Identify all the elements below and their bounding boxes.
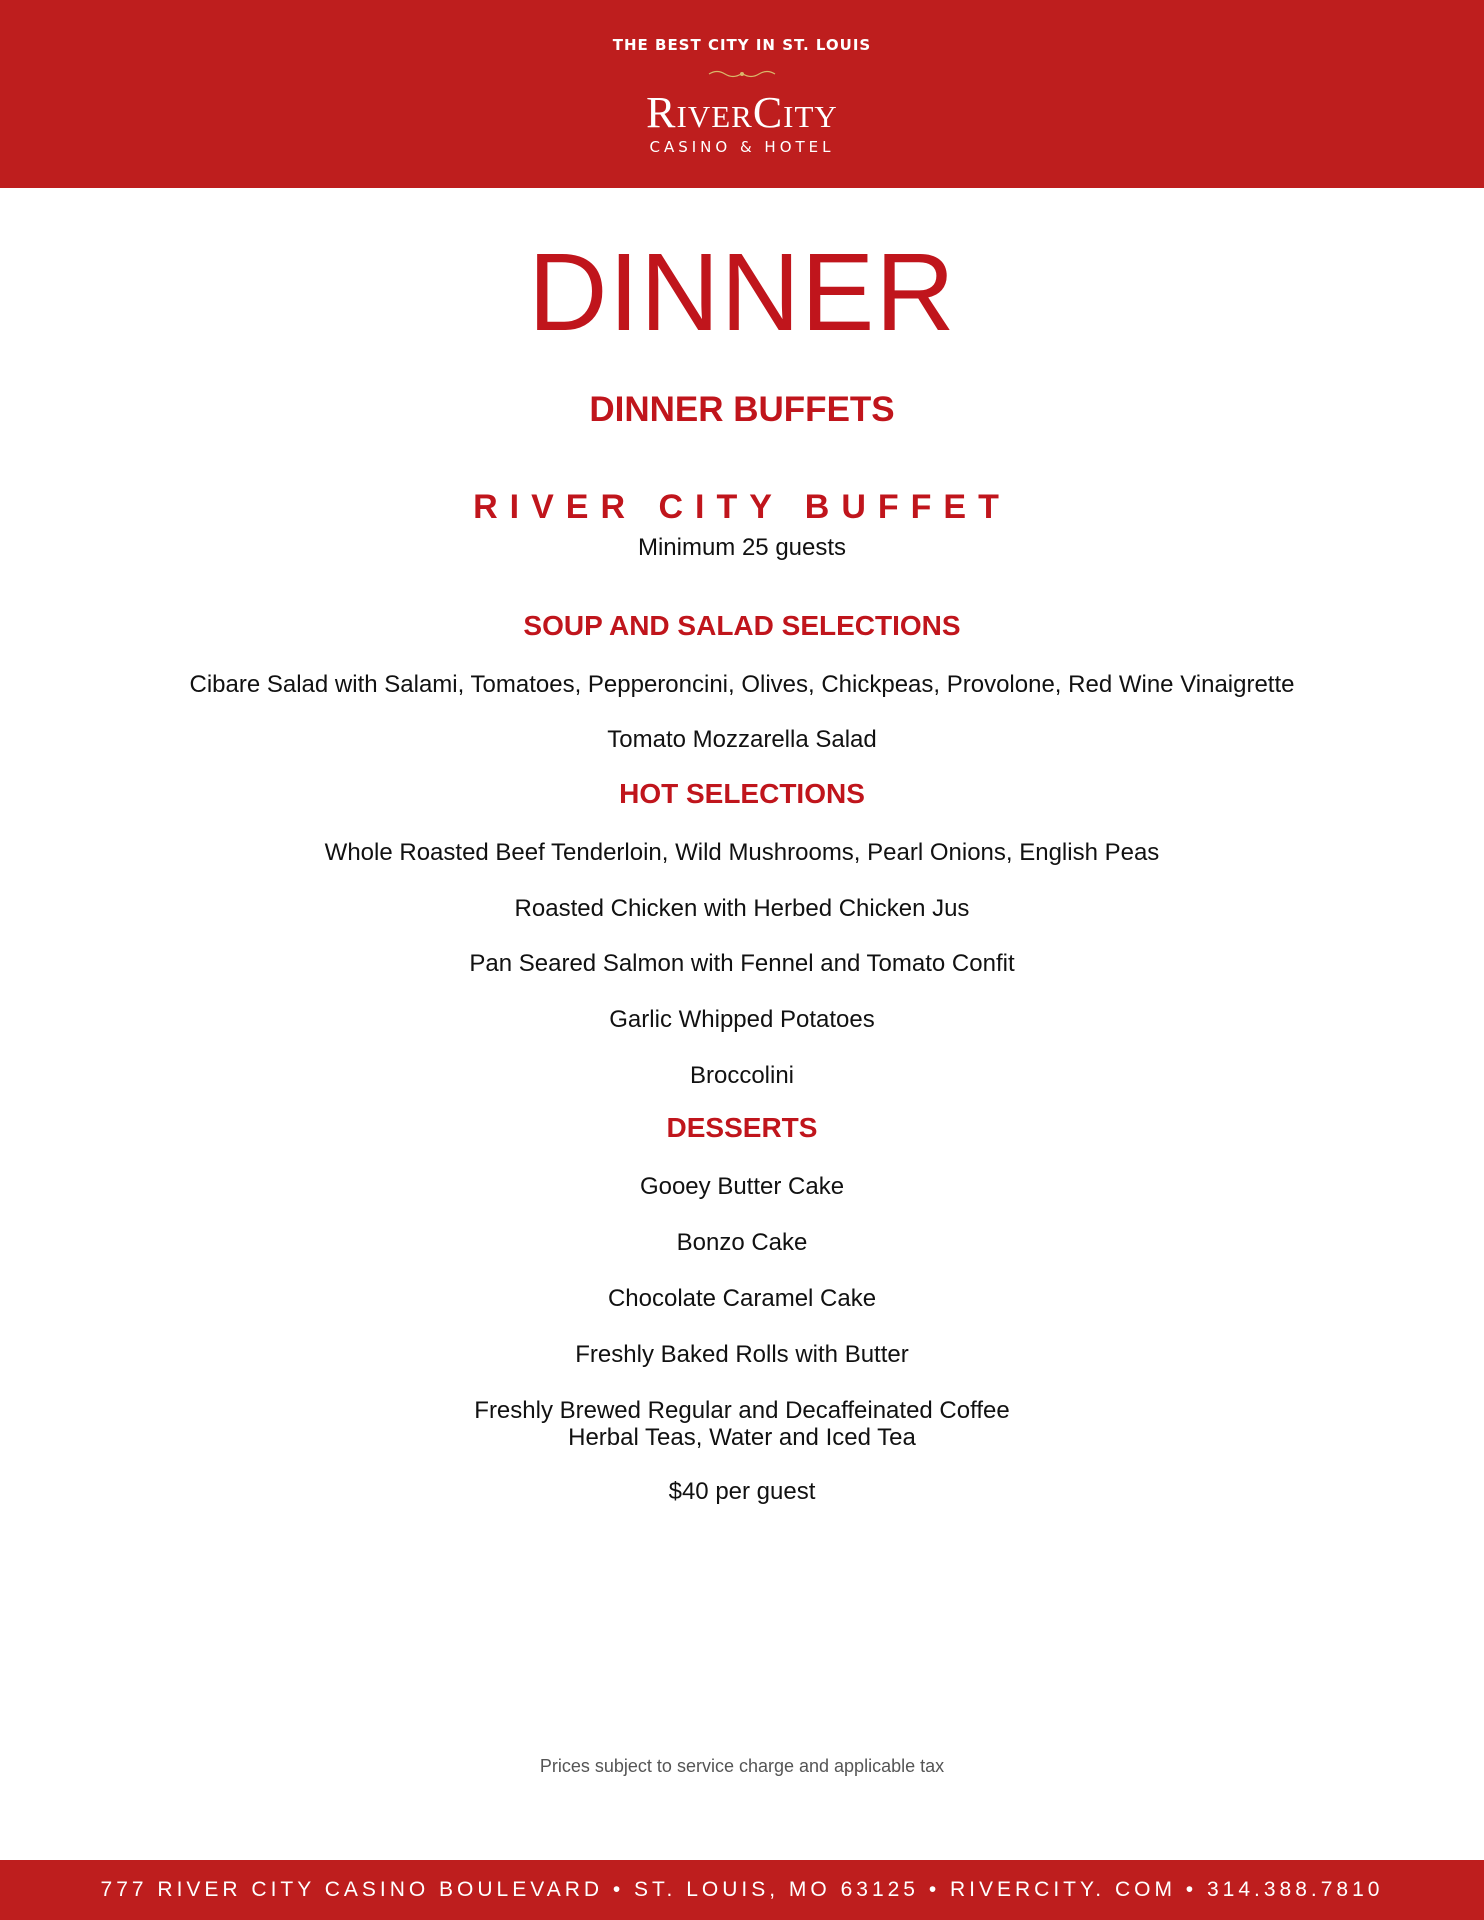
menu-subtitle: DINNER BUFFETS <box>589 390 895 429</box>
logo-wordmark: RiverCity <box>646 88 838 137</box>
beverage-line-1: Freshly Brewed Regular and Decaffeinated Coffee <box>474 1397 1010 1424</box>
rolls-item: Freshly Baked Rolls with Butter <box>575 1341 909 1368</box>
menu-item: Broccolini <box>689 1062 795 1089</box>
page-title: DINNER <box>528 231 956 354</box>
buffet-name: RIVER CITY BUFFET <box>473 488 1011 526</box>
menu-item: Roasted Chicken with Herbed Chicken Jus <box>514 895 970 922</box>
menu-item: Gooey Butter Cake <box>639 1173 845 1200</box>
logo-subtitle: CASINO & HOTEL <box>649 138 835 156</box>
menu-item: Whole Roasted Beef Tenderloin, Wild Mushrooms, Pearl Onions, English Peas <box>324 839 1160 866</box>
menu-item: Cibare Salad with Salami, Tomatoes, Pepperoncini, Olives, Chickpeas, Provolone, Red Wine Vinaigrette <box>189 671 1295 698</box>
tagline: THE BEST CITY IN ST. LOUIS <box>612 36 872 54</box>
section-heading-hot: HOT SELECTIONS <box>619 778 865 809</box>
footer-address: 777 RIVER CITY CASINO BOULEVARD • ST. LOUIS, MO 63125 • RIVERCITY. COM • 314.388.7810 <box>0 1860 1484 1920</box>
buffet-minimum: Minimum 25 guests <box>637 534 847 561</box>
beverage-line-2: Herbal Teas, Water and Iced Tea <box>568 1424 916 1451</box>
menu-item: Garlic Whipped Potatoes <box>609 1006 875 1033</box>
ornament-icon <box>0 67 1484 85</box>
menu-item: Tomato Mozzarella Salad <box>607 726 877 753</box>
menu-item: Chocolate Caramel Cake <box>607 1285 877 1312</box>
pricing-note: Prices subject to service charge and applicable tax <box>539 1756 945 1776</box>
price-per-guest: $40 per guest <box>668 1478 816 1505</box>
header-banner <box>0 0 1484 188</box>
section-heading-desserts: DESSERTS <box>666 1112 818 1143</box>
section-heading-soup-salad: SOUP AND SALAD SELECTIONS <box>523 610 961 641</box>
menu-item: Bonzo Cake <box>676 1229 808 1256</box>
menu-item: Pan Seared Salmon with Fennel and Tomato Confit <box>469 950 1015 977</box>
